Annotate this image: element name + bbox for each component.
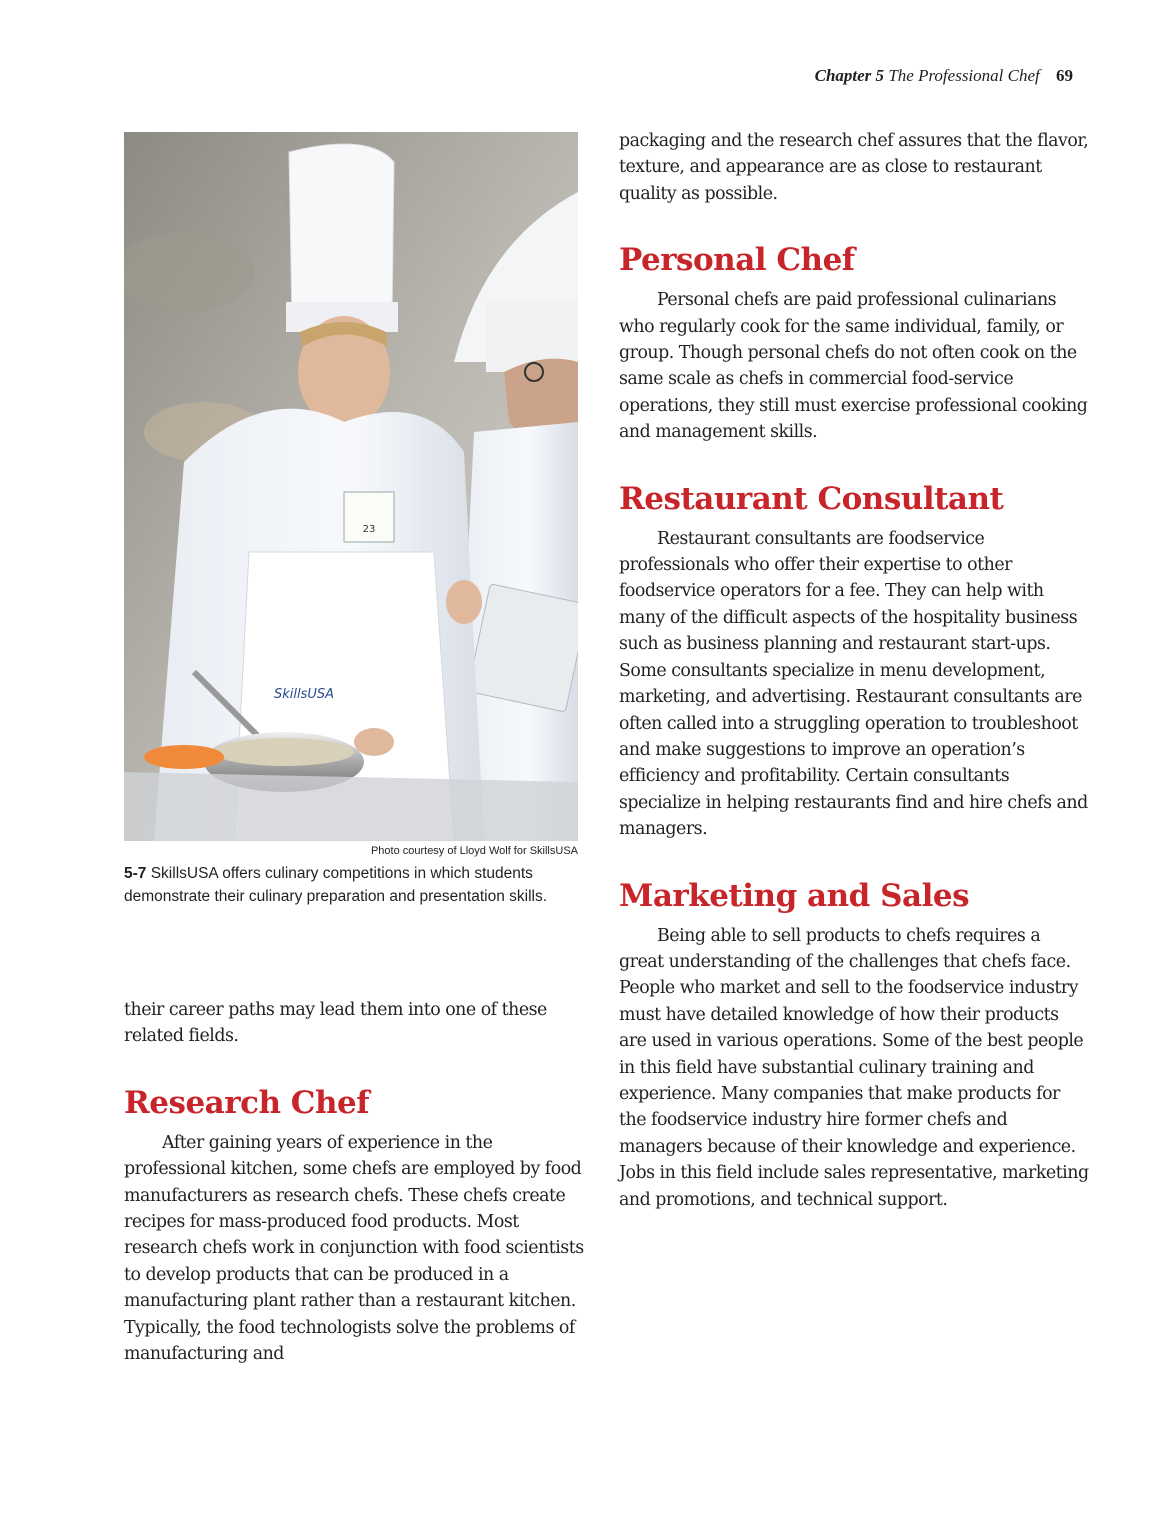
section-heading-personal-chef: Personal Chef — [619, 242, 855, 279]
chapter-label: Chapter 5 — [814, 66, 885, 85]
photo-credit: Photo courtesy of Lloyd Wolf for SkillsUSA — [370, 845, 578, 857]
continued-paragraph: packaging and the research chef assures that the flavor, texture, and appearance are as close to restaurant quality as possible. — [619, 131, 1089, 204]
section-heading-marketing-and-sales: Marketing and Sales — [619, 877, 970, 914]
figure-caption-text: SkillsUSA offers culinary competitions in which students demonstrate their culinary preparation and presentation skills. — [124, 865, 548, 905]
section-body-personal-chef: Personal chefs are paid professional culinarians who regularly cook for the same individual, family, or group. Though personal chefs do not often cook on the same scale as chefs in commercial food-service operations, they still must exercise professional cooking and management skills. — [619, 290, 1088, 443]
name-badge-number: 23 — [362, 524, 376, 535]
chefs-photo-illustration — [124, 132, 578, 841]
figure-caption — [124, 862, 578, 908]
section-body-research-chef: After gaining years of experience in the professional kitchen, some chefs are employed by food manufacturers as research chefs. These chefs create recipes for mass-produced food products. Most research chefs work in conjunction with food scientists to develop products that can be produced in a manufacturing plant rather than a restaurant kitchen. Typically, the food technologists solve the problems of manufacturing and — [124, 1132, 584, 1365]
section-heading-research-chef: Research Chef — [124, 1084, 370, 1121]
page-number: 69 — [1056, 66, 1073, 85]
section-body-marketing-and-sales: Being able to sell products to chefs requires a great understanding of the challenges that chefs face. People who market and sell to the foodservice industry must have detailed knowledge of how their products are used in various operations. Some of the best people in this field have substantial culinary training and experience. Many companies that make products for the foodservice industry hire former chefs and managers because of their knowledge and experience. Jobs in this field include sales representative, marketing and promotions, and technical support. — [619, 925, 1089, 1210]
section-body-restaurant-consultant: Restaurant consultants are foodservice professionals who offer their expertise to other foodservice operators for a fee. They can help with many of the difficult aspects of the hospitality business such as business planning and restaurant start-ups. Some consultants specialize in menu development, marketing, and advertising. Restaurant consultants are often called into a struggling operation to troubleshoot and make suggestions to improve an operation’s efficiency and profitability. Certain consultants specialize in helping restaurants find and hire chefs and managers. — [619, 528, 1088, 840]
right-column — [619, 128, 1089, 1213]
figure-photo — [124, 132, 578, 841]
figure-number: 5-7 — [124, 865, 147, 882]
section-heading-restaurant-consultant: Restaurant Consultant — [619, 480, 1004, 517]
left-column — [124, 997, 594, 1367]
apron-logo: SkillsUSA — [274, 687, 335, 702]
continued-paragraph: their career paths may lead them into one of these related fields. — [124, 1000, 547, 1047]
running-head — [815, 66, 1073, 86]
chapter-title: The Professional Chef — [888, 66, 1040, 85]
